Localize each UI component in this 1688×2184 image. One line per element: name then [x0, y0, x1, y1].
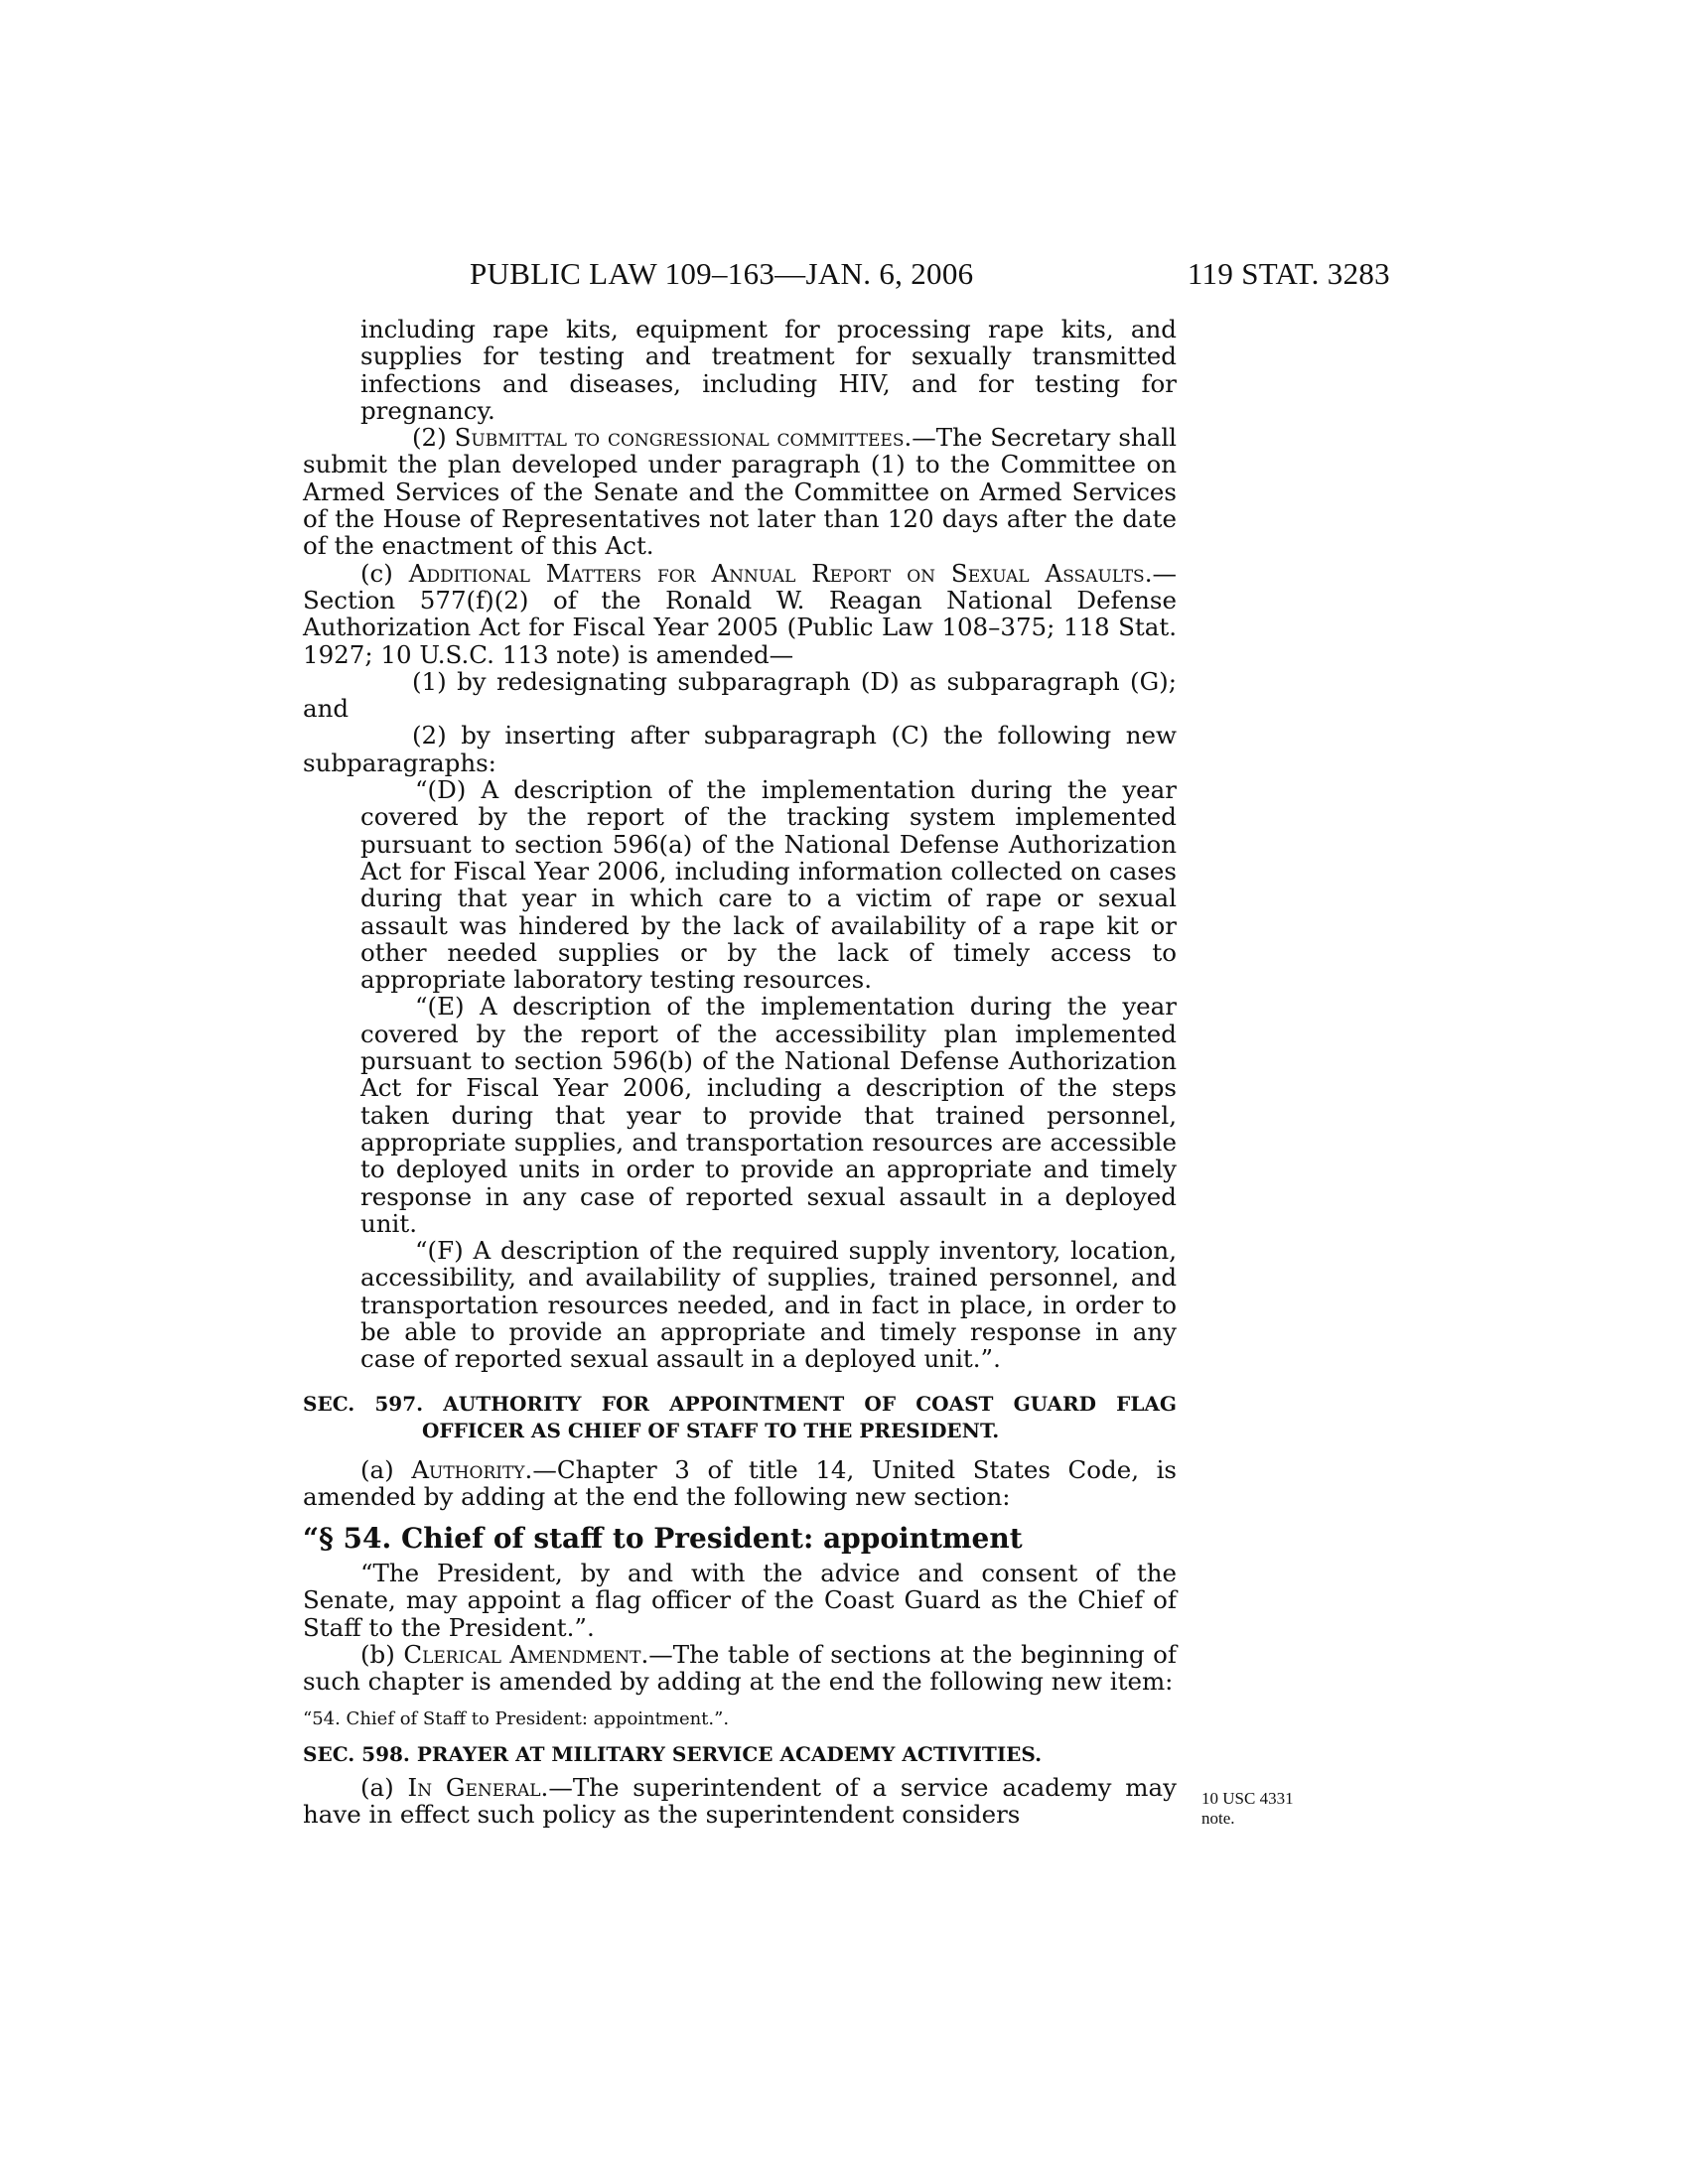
- statute-page-number: 119 STAT. 3283: [1187, 256, 1390, 291]
- subsection-598a: (a) In General.—The superintendent of a service academy may have in effect such policy as the superintendent considers: [303, 1772, 1177, 1829]
- section-597-heading: SEC. 597. AUTHORITY FOR APPOINTMENT OF COAST GUARD FLAG OFFICER AS CHIEF OF STAFF TO THE PRESIDENT.: [303, 1391, 1177, 1442]
- subsection-597a: (a) Authority.—Chapter 3 of title 14, United States Code, is amended by adding at the end the following new section:: [303, 1454, 1177, 1511]
- paragraph-heading: Submittal to congressional committees: [454, 423, 905, 453]
- subsection-heading: Clerical Amendment: [403, 1640, 641, 1670]
- page-header: [298, 256, 1390, 296]
- table-of-sections-item: “54. Chief of Staff to President: appointment.”.: [303, 1707, 730, 1729]
- subsection-heading: Additional Matters for Annual Report on Sexual Assaults: [408, 558, 1145, 588]
- quoted-subparagraph-e: “(E) A description of the implementation during the year covered by the report of the accessibility plan implemented pursuant to section 596(b) of the National Defense Authorization Act for Fiscal Year 2006, including a description of the steps taken during that year to provide that trained personnel, appropriate supplies, and transportation resources are accessible to deployed units in order to provide an appropriate and timely response in any case of reported sexual assault in a deployed unit.: [360, 992, 1177, 1238]
- paragraph-continuation: including rape kits, equipment for processing rape kits, and supplies for testing and treatment for sexually transmitted infections and diseases, including HIV, and for testing for pregnancy.: [360, 315, 1177, 425]
- subsection-597b: (b) Clerical Amendment.—The table of sections at the beginning of such chapter is amended by adding at the end the following new item:: [303, 1640, 1177, 1697]
- document-body: [303, 316, 1177, 1828]
- section-598-heading: SEC. 598. PRAYER AT MILITARY SERVICE ACADEMY ACTIVITIES.: [303, 1741, 1043, 1766]
- section-54-heading: “§ 54. Chief of staff to President: appointment: [303, 1522, 1023, 1556]
- subsection-heading: Authority: [411, 1454, 525, 1484]
- quoted-subparagraph-d: “(D) A description of the implementation during the year covered by the report of the tracking system implemented pursuant to section 596(a) of the National Defense Authorization Act for Fiscal Year 2006, including information collected on cases during that year in which care to a victim of rape or sexual assault was hindered by the lack of availability of a rape kit or other needed supplies or by the lack of timely access to appropriate laboratory testing resources.: [360, 775, 1177, 995]
- quoted-section-54-text: “The President, by and with the advice and consent of the Senate, may appoint a flag officer of the Coast Guard as the Chief of Staff to the President.”.: [303, 1559, 1177, 1642]
- margin-note: 10 USC 4331 note.: [1201, 1789, 1294, 1828]
- running-head-title: PUBLIC LAW 109–163—JAN. 6, 2006: [470, 256, 974, 291]
- subsection-heading: In General: [407, 1772, 541, 1802]
- paragraph-c2: (2) by inserting after subparagraph (C) the following new subparagraphs:: [303, 721, 1177, 777]
- quoted-subparagraph-f: “(F) A description of the required supply inventory, location, accessibility, and availability of supplies, trained personnel, and transportation resources needed, and in fact in place, in order to be able to provide an appropriate and timely response in any case of reported sexual assault in a deployed unit.”.: [360, 1236, 1177, 1374]
- paragraph-c1: (1) by redesignating subparagraph (D) as subparagraph (G); and: [303, 666, 1177, 724]
- paragraph-b2: (2) Submittal to congressional committees.—The Secretary shall submit the plan developed under paragraph (1) to the Committee on Armed Services of the Senate and the Committee on Armed Services of the House of Representatives not later than 120 days after the date of the enactment of this Act.: [303, 423, 1177, 561]
- subsection-c: (c) Additional Matters for Annual Report on Sexual Assaults.—Section 577(f)(2) of the Ronald W. Reagan National Defense Authorization Act for Fiscal Year 2005 (Public Law 108–375; 118 Stat. 1927; 10 U.S.C. 113 note) is amended—: [303, 558, 1177, 669]
